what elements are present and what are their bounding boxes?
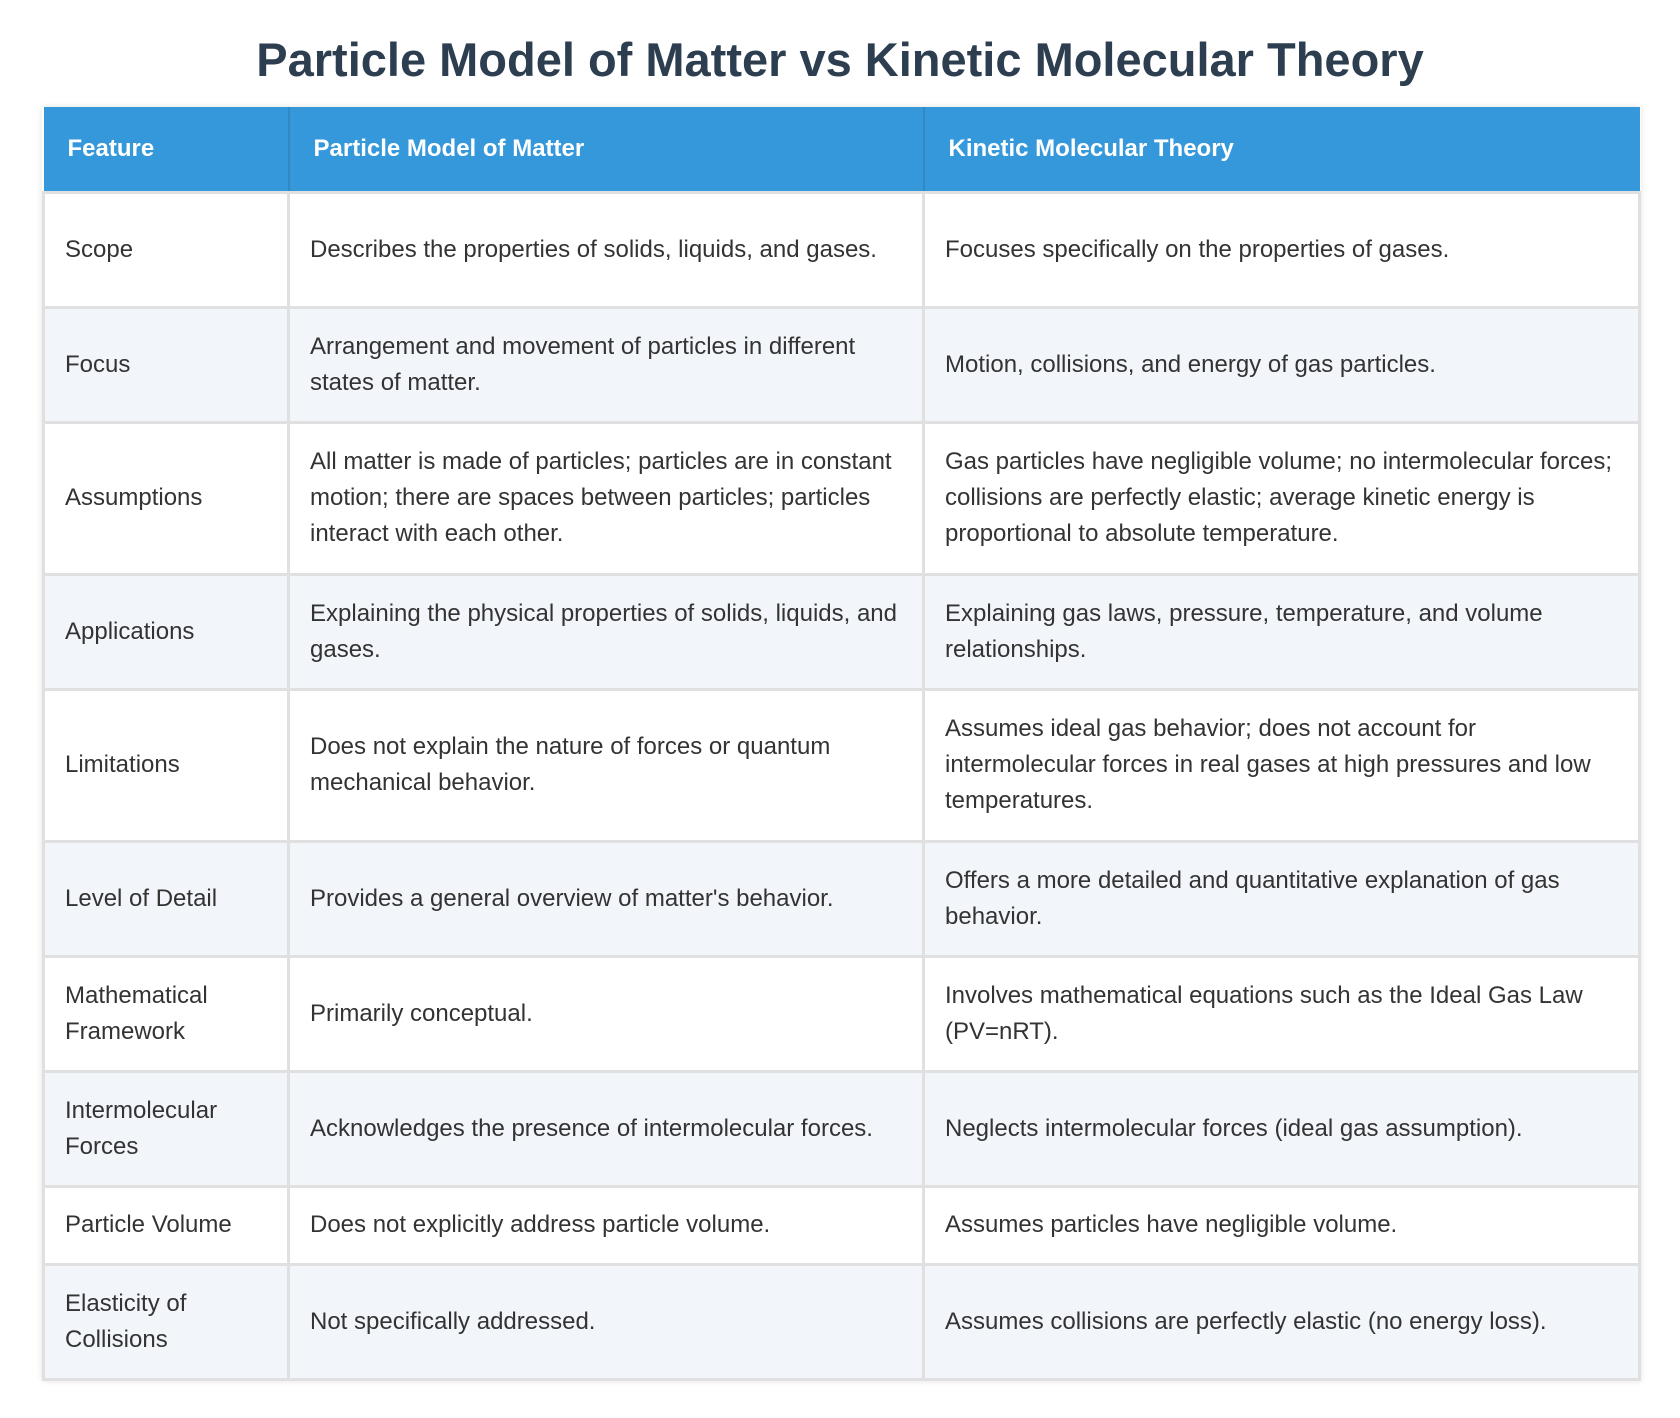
- table-row: [44, 1264, 1640, 1379]
- particle-model-cell: Does not explain the nature of forces or quantum mechanical behavior.: [289, 689, 924, 841]
- particle-model-cell: Provides a general overview of matter's behavior.: [289, 841, 924, 956]
- particle-model-cell: Arrangement and movement of particles in different states of matter.: [289, 307, 924, 422]
- header-feature: Feature: [44, 107, 289, 192]
- table-row: [44, 841, 1640, 956]
- kinetic-theory-cell: Explaining gas laws, pressure, temperature, and volume relationships.: [924, 574, 1640, 689]
- feature-cell: Focus: [44, 307, 289, 422]
- kinetic-theory-cell: Focuses specifically on the properties of gases.: [924, 192, 1640, 307]
- particle-model-cell: Does not explicitly address particle volume.: [289, 1186, 924, 1264]
- kinetic-theory-cell: Involves mathematical equations such as the Ideal Gas Law (PV=nRT).: [924, 956, 1640, 1071]
- table-row: [44, 1186, 1640, 1264]
- header-kinetic-theory: Kinetic Molecular Theory: [924, 107, 1640, 192]
- feature-cell: Mathematical Framework: [44, 956, 289, 1071]
- feature-cell: Limitations: [44, 689, 289, 841]
- table-row: [44, 689, 1640, 841]
- feature-cell: Applications: [44, 574, 289, 689]
- table-row: [44, 956, 1640, 1071]
- kinetic-theory-cell: Assumes ideal gas behavior; does not account for intermolecular forces in real gases at high pressures and low temperatures.: [924, 689, 1640, 841]
- feature-cell: Particle Volume: [44, 1186, 289, 1264]
- table-row: [44, 574, 1640, 689]
- table-row: [44, 422, 1640, 574]
- table-row: [44, 192, 1640, 307]
- kinetic-theory-cell: Offers a more detailed and quantitative explanation of gas behavior.: [924, 841, 1640, 956]
- kinetic-theory-cell: Neglects intermolecular forces (ideal gas assumption).: [924, 1071, 1640, 1186]
- table-header: [44, 107, 1640, 192]
- kinetic-theory-cell: Assumes particles have negligible volume.: [924, 1186, 1640, 1264]
- kinetic-theory-cell: Assumes collisions are perfectly elastic (no energy loss).: [924, 1264, 1640, 1379]
- feature-cell: Level of Detail: [44, 841, 289, 956]
- particle-model-cell: Explaining the physical properties of solids, liquids, and gases.: [289, 574, 924, 689]
- feature-cell: Assumptions: [44, 422, 289, 574]
- kinetic-theory-cell: Motion, collisions, and energy of gas particles.: [924, 307, 1640, 422]
- table-row: [44, 1071, 1640, 1186]
- feature-cell: Intermolecular Forces: [44, 1071, 289, 1186]
- particle-model-cell: All matter is made of particles; particles are in constant motion; there are spaces between particles; particles interact with each other.: [289, 422, 924, 574]
- feature-cell: Elasticity of Collisions: [44, 1264, 289, 1379]
- header-particle-model: Particle Model of Matter: [289, 107, 924, 192]
- particle-model-cell: Not specifically addressed.: [289, 1264, 924, 1379]
- comparison-table: [42, 107, 1641, 1381]
- particle-model-cell: Acknowledges the presence of intermolecular forces.: [289, 1071, 924, 1186]
- table-row: [44, 307, 1640, 422]
- header-row: [44, 107, 1640, 192]
- feature-cell: Scope: [44, 192, 289, 307]
- particle-model-cell: Primarily conceptual.: [289, 956, 924, 1071]
- page-title: Particle Model of Matter vs Kinetic Molecular Theory: [256, 33, 1424, 86]
- table-body: [44, 192, 1640, 1379]
- particle-model-cell: Describes the properties of solids, liquids, and gases.: [289, 192, 924, 307]
- kinetic-theory-cell: Gas particles have negligible volume; no intermolecular forces; collisions are perfectly elastic; average kinetic energy is proportional to absolute temperature.: [924, 422, 1640, 574]
